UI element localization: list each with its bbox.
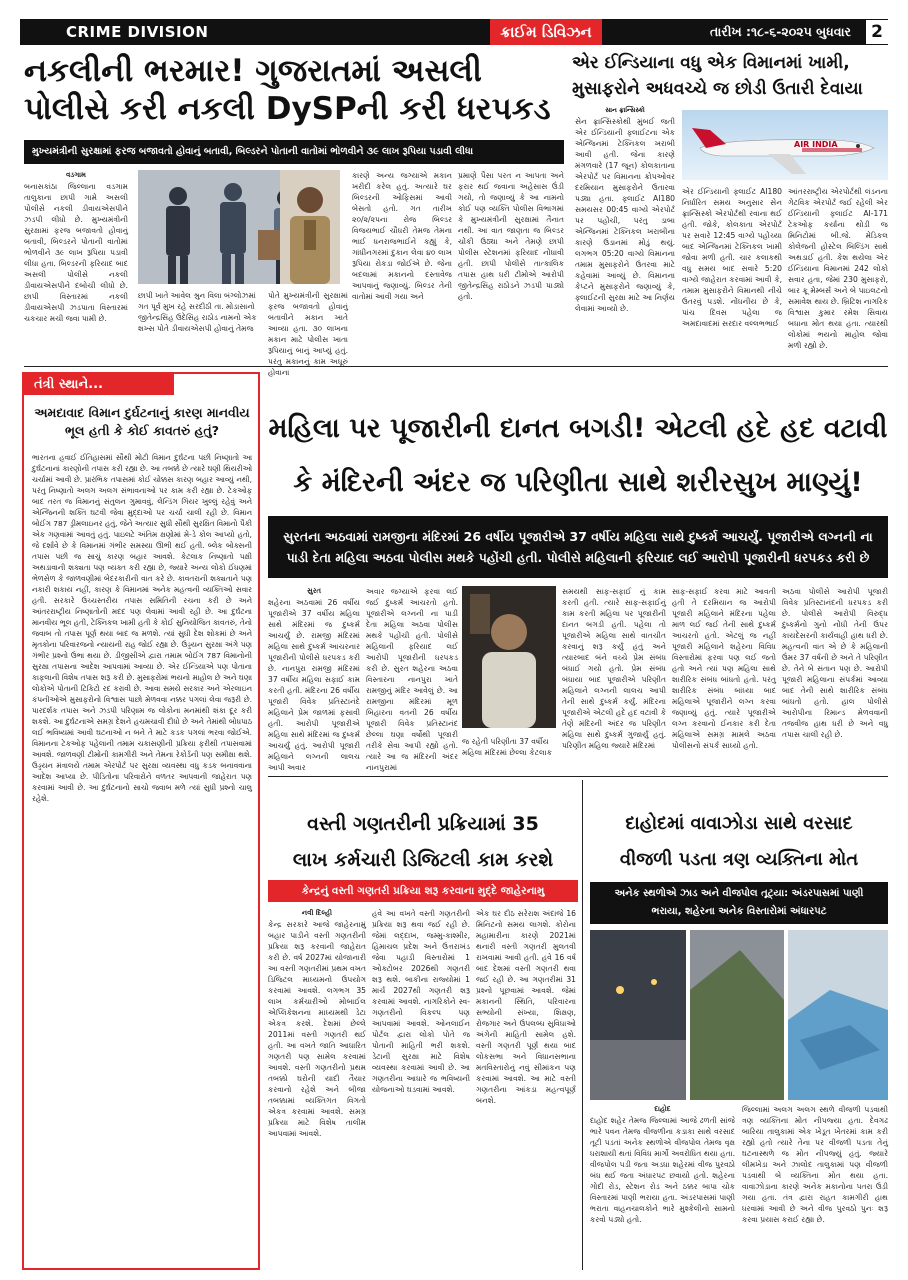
section-label-english: CRIME DIVISION <box>66 23 209 41</box>
story3-col4: સાફ-સફાઈ કરવા માટે આવતી હતી તે દરમિયાન જ આરોપી પૂજારી મહિલાને મંદિરના પહેલા માળ લઈ જઈ તેની સાથે દુષ્કર્મ આચરતો હતો. એટલું જ નહીં પૂજારી મહિલાને શહેરના વિવિધ વિસ્તારોમાં ફરવા પણ લઈ જતો હતો અને ત્યાં પણ મહિલા સાથે શારીરિક સંબંધ બાંધતો હતો. પરંતુ શારીરિક સંબંધ બાંધ્યા બાદ મહિલાએ પૂજારીને લગ્ન કરવા જણાવ્યું હતું. ત્યારે પૂજારીએ લગ્ન કરવાનો ઈનકાર કરી દેતા મહિલાએ સમગ્ર મામલે અઠવા પોલીસનો સંપર્ક સાધ્યો હતો. <box>672 587 776 750</box>
story1-officer-photo <box>280 170 340 284</box>
story5-subhead: અનેક સ્થળોએ ઝાડ અને વીજપોલ તૂટ્યા: અંડરપાસમાં પાણી ભરાયા, શહેરના અનેક વિસ્તારોમાં અંધારપટ <box>590 882 888 924</box>
story1-subhead: મુખ્યમંત્રીની સુરક્ષામાં ફરજ બજાવતો હોવાનું બતાવી, બિલ્ડરને પોતાની વાતોમાં ભોળવીને ૩૯ લાખ રૂપિયા પડાવી લીધા <box>24 140 564 164</box>
editorial-body: ભારતના હવાઈ ઈતિહાસમાં સૌથી મોટી વિમાન દુર્ઘટના પછી નિષ્ણાતો આ દુર્ઘટનાનાં કારણોની તપાસ કરી રહ્યા છે. આ તબક્કે છે ત્યારે ઘણી થિયરીઓ ચર્ચામાં આવી છે. પ્રારંભિક તપાસમાં કોઈ ચોક્કસ કારણ બહાર આવ્યું નથી, પરંતુ નિષ્ણાતો અલગ અલગ સંભાવનાઓ પર કામ કરી રહ્યા છે. ટેકઓફ બાદ તરત જ વિમાનનું સંતુલન ગુમાવવું, લેન્ડિંગ ગિયર ખુલ્લું રહેવું અને એન્જિનની શક્તિ ઘટવી જેવા મુદ્દાઓ પર ચર્ચા ચાલી રહી છે. વિમાન બોઈંગ 787 ડ્રીમલાઇનર હતું, જેને અત્યાર સુધી સૌથી સુરક્ષિત વિમાનો પૈકી એક ગણવામાં આવતું હતું. પાઇલટે અંતિમ ક્ષણોમાં મે-ડે કોલ આપ્યો હતો, જે દર્શાવે છે કે વિમાનમાં ગંભીર સમસ્યા ઊભી થઈ હતી. બ્લેક બોક્સની તપાસ પછી જ સાચું કારણ બહાર આવશે. કેટલાક નિષ્ણાતો પક્ષી અથડાવાની શક્યતા પણ વ્યક્ત કરી રહ્યા છે, જ્યારે અન્ય લોકો ઈંધણમાં ભેળસેળ કે જાળવણીમાં બેદરકારીની વાત કરે છે. કાવતરાની શક્યતાને પણ નકારી શકાય નહીં, કારણ કે વિમાનમાં અનેક મહત્વની વ્યક્તિઓ સવાર હતી. સરકારે ઉચ્ચસ્તરીય તપાસ સમિતિની રચના કરી છે અને આંતરરાષ્ટ્રીય નિષ્ણાતોની મદદ પણ લેવામાં આવી રહી છે. આ દુર્ઘટના માનવીય ભૂલ હતી, ટેક્નિકલ ખામી હતી કે કોઈ સુનિયોજિત કાવતરું, તેનો જવાબ તો તપાસ પૂર્ણ થયા બાદ જ મળશે. ત્યાં સુધી દેશ શોકમાં છે અને મૃતકોના પરિવારજનો ન્યાયની રાહ જોઈ રહ્યા છે. ઉડ્ડયન સુરક્ષા અંગે પણ ગંભીર પ્રશ્નો ઉભા થયા છે. ડીજીસીએ દ્વારા તમામ બોઈંગ 787 વિમાનોની સુરક્ષા તપાસના આદેશ આપવામાં આવ્યા છે. એર ઈન્ડિયાએ પણ પોતાના કાફલાની વિશેષ તપાસ શરૂ કરી છે. મુસાફરોમાં ભયનો માહોલ છે અને ઘણા લોકોએ પોતાની ટિકિટો રદ કરાવી છે. આવા સમયે સરકાર અને એરલાઇન કંપનીઓએ મુસાફરોનો વિશ્વાસ પાછો મેળવવા નક્કર પગલાં લેવા જરૂરી છે. પારદર્શક તપાસ અને ઝડપી પરિણામ જ લોકોના મનમાંથી શંકા દૂર કરી શકશે. આ દુર્ઘટનાએ સમગ્ર દેશને હચમચાવી દીધો છે અને તેમાંથી બોધપાઠ લઈ ભવિષ્યમાં આવી ઘટનાઓ ન બને તે માટે કડક પગલાં ભરવા જોઈએ. વિમાનના ટેકઓફ પહેલાની તમામ ચકાસણીની પ્રક્રિયા ફરીથી તપાસવામાં આવશે. જાળવણી ટીમોની કામગીરી અને તેમના રેકોર્ડની પણ સમીક્ષા થશે. ઉડ્ડયન મંત્રાલયે તમામ એરપોર્ટ પર સુરક્ષા વ્યવસ્થા વધુ કડક બનાવવાના આદેશ આપ્યા છે. પીડિતોના પરિવારોને વળતર આપવાની જાહેરાત પણ કરવામાં આવી છે. આ દુર્ઘટનાનો સાચો જવાબ મળે ત્યાં સુધી પ્રશ્નો ચાલુ રહેશે. <box>32 453 252 803</box>
story4-col2: હવે આ વખતે વસ્તી ગણતરીની પ્રક્રિયા શરૂ થવા જઈ રહી છે. જેમાં લદ્દાખ, જમ્મુ-કાશ્મીર, હિમાચલ પ્રદેશ અને ઉત્તરાખંડ જેવા પહાડી વિસ્તારોમાં 1 ઓક્ટોબર 2026થી ગણતરી શરૂ થશે. બાકીના રાજ્યોમાં 1 માર્ચ 2027થી ગણતરી શરૂ કરવામાં આવશે. નાગરિકોને સ્વ-ગણતરીનો વિકલ્પ પણ આપવામાં આવશે. ઓનલાઈન પોર્ટલ દ્વારા લોકો પોતે જ પોતાની માહિતી ભરી શકશે. ડેટાની સુરક્ષા માટે વિશેષ વ્યવસ્થા કરવામાં આવી છે. આ ગણતરીના આધારે જ ભવિષ્યની યોજનાઓ ઘડવામાં આવશે. <box>372 909 470 1094</box>
story5-col2: જિલ્લામાં અલગ અલગ સ્થળે વીજળી પડવાથી ત્રણ વ્યક્તિના મોત નીપજ્યા હતા. દેવગઢ બારિયા તાલુકામાં એક ખેડૂત ખેતરમાં કામ કરી રહ્યો હતો ત્યારે તેના પર વીજળી પડતા તેનું ઘટનાસ્થળે જ મોત નીપજ્યું હતું. જ્યારે લીમખેડા અને ઝાલોદ તાલુકામાં પણ વીજળી પડવાથી બે વ્યક્તિના મોત થયા હતા. વાવાઝોડાના કારણે અનેક મકાનોના પતરા ઉડી ગયા હતા. તંત્ર દ્વારા રાહત કામગીરી હાથ ધરવામાં આવી છે અને વીજ પુરવઠો પુનઃ શરૂ કરવા પ્રયાસ કરાઈ રહ્યા છે. <box>742 1105 888 1224</box>
story1-col3: પોતે મુખ્યમંત્રીની સુરક્ષામાં ફરજ બજાવતો હોવાનું બતાવીને મકાન ખાતે આવ્યા હતા. ૩૦ લાખના મકાન માટે પોલીસ ખાતા રૂપિયાનું બાનું આપ્યું હતું. પરંતુ મકાનનું કામ અધૂરું હોવાના <box>268 291 348 377</box>
story3-headline-line1: મહિલા પર પૂજારીની દાનત બગડી! એટલી હદે હદ વટાવી <box>268 413 888 444</box>
story1-col1-text: બનાસકાંઠા જિલ્લાના વડગામ તાલુકાના છાપી ગામે અસલી પોલીસે નકલી ડીવાયએસપીને ઝડપી લીધો છે. મુખ્યમંત્રીની સુરક્ષામાં ફરજ બજાવતો હોવાનું બતાવી, બિલ્ડરને પોતાની વાતોમાં ભોળવીને ૩૯ લાખ રૂપિયા પડાવી લીધા હતા. બિલ્ડરની ફરિયાદ બાદ અસલી પોલીસે નકલી ડીવાયએસપીને દબોચી લીધો છે. છાપી વિસ્તારમાં નકલી ડીવાયએસપી ઝડપાતા વિસ્તારમાં ચકચાર મચી જવા પામી છે. <box>24 182 128 323</box>
story3-col5: અઠવા પોલીસે આરોપી પૂજારી વિવેક પ્રતિસ્ટાનંદની ધરપકડ કરી છે. પોલીસે આરોપી વિરુદ્ધ દુષ્કર્મનો ગુનો નોંધી તેની ઉપર કાયદેસરની કાર્યવાહી હાથ ધરી છે. મહત્વની વાત એ છે કે મહિલાની ઉંમર 37 વર્ષની છે અને તે પરિણીત છે. તેને બે સંતાન પણ છે. આરોપી પૂજારી મહિલાના સંપર્કમાં આવ્યા બાદ તેની સાથે શારીરિક સંબંધ બાંધતો હતો. હાલ પોલીસે આરોપીના રિમાન્ડ મેળવવાની તજવીજ હાથ ધરી છે અને વધુ તપાસ ચાલી રહી છે. <box>782 587 888 739</box>
story4-col1-text: કેન્દ્ર સરકારે આજે જાહેરનામું બહાર પાડીને વસ્તી ગણતરીની પ્રક્રિયા શરૂ કરવાની જાહેરાત કરી છે. વર્ષ 2027માં યોજાનારી આ વસ્તી ગણતરીમાં પ્રથમ વખત ડિજિટલ માધ્યમનો ઉપયોગ કરવામાં આવશે. લગભગ 35 લાખ કર્મચારીઓ મોબાઈલ એપ્લિકેશનના માધ્યમથી ડેટા એકત્ર કરશે. દેશમાં છેલ્લે 2011માં વસ્તી ગણતરી થઈ હતી. આ વખતે જાતિ આધારિત ગણતરી પણ સામેલ કરવામાં આવશે. વસ્તી ગણતરીનો પ્રથમ તબક્કો ઘરોની યાદી તૈયાર કરવાનો રહેશે અને બીજા તબક્કામાં વ્યક્તિગત વિગતો એકત્ર કરવામાં આવશે. સમગ્ર પ્રક્રિયા માટે વિશેષ તાલીમ આપવામાં આવશે. <box>268 920 366 1138</box>
air-india-plane-image <box>682 110 888 180</box>
officer-portrait <box>280 170 340 284</box>
story4-dateline: નવી દિલ્હી <box>301 909 333 917</box>
story3-headline <box>268 402 888 510</box>
story1-headline <box>24 52 564 128</box>
story4-subhead: કેન્દ્રનું વસ્તી ગણતરી પ્રક્રિયા શરૂ કરવાના મુદ્દે જાહેરનામુ <box>268 880 578 902</box>
story3-photo <box>462 586 556 728</box>
story5-headline-line2: વીજળી પડતા ત્રણ વ્યક્તિના મોત <box>619 849 859 870</box>
story3-col3: સમયથી સાફ-સફાઈ નું કામ કરતી હતી. ત્યારે સાફ-સફાઈનું કામ કરતી મહિલા પર પૂજારીની દાનત બગડી હતી. પહેલા તો પૂજારીએ મહિલા સાથે વાતચીત કરવાનું શરૂ કર્યું હતું અને ત્યારબાદ બંને વચ્ચે પ્રેમ સંબંધ બંધાઈ ગયો હતો. પ્રેમ સંબંધ બંધાયા બાદ પૂજારીએ પરિણીત મહિલાને લગ્નની લાલચ આપી તેની સાથે દુષ્કર્મ કર્યું. મંદિરના પૂજારીએ એટલી હદે હદ વટાવી કે તેણે મંદિરની અંદર જ પરિણીત મહિલા સાથે દુષ્કર્મ ગુજાર્યું હતું. પરિણીત મહિલા જ્યારે મંદિરમાં <box>562 587 666 750</box>
story1-headline-line1: નકલીની ભરમાર! ગુજરાતમાં અસલી <box>24 53 482 89</box>
section-label-gujarati: ક્રાઈમ ડિવિઝન <box>490 19 602 45</box>
masthead-bar <box>20 19 888 45</box>
story3-dateline: સુરત <box>307 587 321 595</box>
page-number: 2 <box>866 20 888 44</box>
plane-livery-text: AIR INDIA <box>794 140 838 149</box>
editorial-headline: અમદાવાદ વિમાન દુર્ઘટનાનું કારણ માનવીય ભૂલ હતી કે કોઈ કાવતરું હતું? <box>34 405 250 438</box>
story5-col1-text: દાહોદ શહેર તેમજ જિલ્લામાં આજે ઢળતી સાંજે ભારે પવન તેમજ વીજળીના કડાકા સાથે વરસાદ તૂટી પડતાં અનેક સ્થળોએ વીજપોલ તેમજ વૃક્ષ ધરાશાયી થતાં વિવિધ માર્ગો અવરોધિત થયા હતા. વીજપોલ પડી જતા અડધા શહેરમાં વીજ પુરવઠો બંધ થઈ જતા અંધારપટ છવાયો હતો. શહેરના ગોદી રોડ, સ્ટેશન રોડ અને ઠક્કર બાપા ચોક વિસ્તારમાં પાણી ભરાયા હતા. અંડરપાસમાં પાણી ભરાતા વાહનચાલકોને ભારે મુશ્કેલીનો સામનો કરવો પડ્યો હતો. <box>590 1116 735 1224</box>
story4-col3: એક ઘર દીઠ સરેરાશ અંદાજે 16 મિનિટનો સમય લાગશે. કોરોના મહામારીના કારણે 2021માં થનારી વસ્તી ગણતરી મુલતવી રાખવામાં આવી હતી. હવે 16 વર્ષ બાદ દેશમાં વસ્તી ગણતરી થવા જઈ રહી છે. આ ગણતરીમાં 31 પ્રશ્નો પૂછવામાં આવશે. જેમાં મકાનની સ્થિતિ, પરિવારના સભ્યોની સંખ્યા, શિક્ષણ, રોજગાર અને ઉપલબ્ધ સુવિધાઓ અંગેની માહિતી સામેલ હશે. વસ્તી ગણતરી પૂર્ણ થયા બાદ લોકસભા અને વિધાનસભાના મતવિસ્તારોનું નવું સીમાંકન પણ કરવામાં આવશે. આ માટે વસ્તી ગણતરીના આંકડા મહત્વપૂર્ણ બનશે. <box>476 909 576 1105</box>
story4-headline-line2: લાખ કર્મચારી ડિજિટલી કામ કરશે <box>292 849 554 871</box>
story4-headline <box>268 806 578 878</box>
editorial-box <box>22 372 260 1270</box>
priest-photo <box>462 586 556 728</box>
story1-dateline: વડગામ <box>66 171 86 179</box>
story3-col1-text: શહેરના અઠવામાં 26 વર્ષીય પૂજારીએ 37 વર્ષીય મહિલા સાથે મંદિરમાં જ દુષ્કર્મ આચર્યું છે. રામજી મંદિરમાં મહિલા સાથે દુષ્કર્મ આચરનાર પૂજારીની પોલીસે ધરપકડ કરી છે. નાનપુરા રામજી મંદિરમાં 37 વર્ષીય મહિલા સફાઈ કામ કરતી હતી. મંદિરના 26 વર્ષીય પૂજારી વિવેક પ્રતિસ્ટાનંદે મહિલાને પ્રેમ જાળમાં ફસાવી હતી. આરોપી પૂજારીએ મહિલા સાથે મંદિરમાં જ દુષ્કર્મ આચર્યું હતું. આરોપી પૂજારી મહિલાને લગ્નની લાલચ આપી અવાર <box>268 598 360 772</box>
divider-vertical <box>582 780 583 1270</box>
story3-subhead: સુરતના અઠવામાં રામજીના મંદિરમાં 26 વર્ષીય પૂજારીએ 37 વર્ષીય મહિલા સાથે દુષ્કર્મ આચર્યું. પૂજારીએ લગ્નની ના પાડી દેતા મહિલા અઠવા પોલીસ મથકે પહોંચી હતી. પોલીસે મહિલાની ફરિયાદ લઈ આરોપી પૂજારીની ધરપકડ કરી છે <box>268 516 888 578</box>
story5-photo-collage <box>590 930 888 1100</box>
story2-col2: એર ઈન્ડિયાની ફ્લાઈટ AI180 નિર્ધારિત સમય અનુસાર સેન ફ્રાન્સિસ્કો એરપોર્ટથી રવાના થઈ હતી. જોકે, કોલકાતા એરપોર્ટ પર સવારે 12:45 વાગ્યે પહોંચ્યા બાદ એન્જિનમાં ટેક્નિકલ ખામી જોવા મળી હતી. ચાર કલાકથી વધુ સમય બાદ સવારે 5:20 વાગ્યે જાહેરાત કરવામાં આવી કે, તમામ મુસાફરોને વિમાનથી નીચે ઉતરવું પડશે. નોંધનીય છે કે, પાંચ દિવસ પહેલા જ અમદાવાદમાં સરદાર વલ્લભભાઈ <box>682 187 782 328</box>
story2-col3: આંતરરાષ્ટ્રીય એરપોર્ટથી લંડનના ગેટવિક એરપોર્ટ જઈ રહેલી એર ઈન્ડિયાની ફ્લાઈટ AI-171 ટેકઓફ કર્યાના થોડી જ મિનિટોમાં બી.જે. મેડિકલ કોલેજની હોસ્ટેલ બિલ્ડિંગ સાથે અથડાઈ હતી. કેશ થયેલા એર ઈન્ડિયાના વિમાનમાં 242 લોકો સવાર હતા, જેમાં 230 મુસાફરો, બાર ક્રૂ મેમ્બર્સ અને બે પાઇલટનો સમાવેશ થાય છે. બ્રિટિશ નાગરિક વિશ્વાસ કુમાર રમેશ સિવાય બધાના મોત થયા હતા. ત્યારથી લોકોમાં ભયનો માહોલ જોવા મળી રહ્યો છે. <box>788 187 888 350</box>
story3-col2: અવાર જગ્યાએ ફરવા લઈ જઈ દુષ્કર્મ આચરતો હતો. પૂજારીએ લગ્નની ના પાડી દેતા મહિલા અઠવા પોલીસ મથકે પહોંચી હતી. પોલીસે મહિલાની ફરિયાદ લઈ આરોપી પૂજારીની ધરપકડ કરી છે. સુરત શહેરના અઠવા વિસ્તારના નાનપુરા ખાતે રામજીનું મંદિર આવેલું છે. આ રામજીના મંદિરમાં મૂળ બિહારના વતની 26 વર્ષીય પૂજારી વિવેક પ્રતિસ્ટાનંદ છેલ્લા ઘણા વર્ષોથી પૂજારી તરીકે સેવા આપી રહ્યો હતો. ત્યારે આ જ મંદિરની અંદર નાનપુરામાં <box>366 587 458 772</box>
story1-col1 <box>24 170 128 358</box>
story1-col4: કારણે અન્ય જગ્યાએ મકાન ખરીદી કરેલ હતું. અત્યારે ઘર બિલ્ડરની ઓફિસમાં આવી બેસતો હતો. ગત તારીખ ૨૦/૨/૨૫ના રોજ બિલ્ડર વિજયભાઈ ચૌધરી તેમજ તેમના ભાઈ ધનરાજભાઈને કહ્યું કે, ગાંધીનગરમાં દુકાન લેવા ૪૦ લાખ રૂપિયા રોકડા જોઈએ છે. જેના બદલામાં મકાનનો દસ્તાવેજ આપવાનું જણાવ્યું. બિલ્ડર તેની વાતોમાં આવી ગયા અને <box>352 171 452 301</box>
divider-top <box>24 366 888 367</box>
story1-headline-line2: પોલીસે કરી નકલી DySPની કરી ધરપકડ <box>24 91 551 127</box>
story4-col1 <box>268 908 366 1270</box>
story5-headline-line1: દાહોદમાં વાવાઝોડા સાથે વરસાદ <box>625 813 853 834</box>
storm-photos <box>590 930 888 1100</box>
divider-middle <box>268 776 888 777</box>
story1-photo-caption: છાપી ખાતે આવેલ શ્રુન વિલા બંગ્લોઝમાં ગત પૂર્વ મુખ રહે સરદીઠી તા. મોડાસાનો જીતેન્દ્રસિંહ ઉદેસિંહ રાઠોડ નામનો એક શખ્સ પોતે ડીવાયએસપી હોવાનું તેમજ <box>138 291 257 333</box>
story2-dateline: સાન ફ્રાન્સિસ્કો <box>605 106 645 114</box>
story5-dateline: દાહોદ <box>654 1105 671 1113</box>
story5-headline <box>590 806 888 878</box>
story2-plane-photo <box>682 110 888 180</box>
editorial-tag: તંત્રી સ્થાને... <box>24 374 174 395</box>
story3-headline-line2: કે મંદિરની અંદર જ પરિણીતા સાથે શરીરસુખ માણ્યું! <box>293 467 863 498</box>
story2-col1: સેન ફ્રાન્સિસ્કોથી મુંબઈ જતી એર ઈન્ડિયાની ફ્લાઈટના એક એન્જિનમાં ટેક્નિકલ ખરાબી આવી હતી. જેના કારણે મંગળવારે (17 જૂન) કોલકાતાના એરપોર્ટ પર વિમાનના ક્રોપઓવર દરમિયાન મુસાફરોને ઉતારવા પડ્યા હતા. ફ્લાઈટ AI180 સમયસર 00:45 વાગ્યે એરપોર્ટ પર પહોંચી, પરંતુ ડાબા એન્જિનમાં ટેક્નિકલ ખરાબીના કારણે ઉડાનમાં મોડું થયું. લગભગ 05:20 વાગ્યે વિમાનના તમામ મુસાફરોને ઉતરવા માટે કહેવામાં આવ્યું છે. વિમાનના કેપ્ટને મુસાફરોને જણાવ્યું કે, ફ્લાઈટની સુરક્ષા માટે આ નિર્ણય લેવામાં આવ્યો છે. <box>575 117 675 313</box>
story4-headline-line1: વસ્તી ગણતરીની પ્રક્રિયામાં 35 <box>307 813 539 835</box>
story5-col1 <box>590 1104 735 1270</box>
issue-date: તારીખ :૧૮-૬-૨૦૨૫ બુધવાર <box>710 24 852 39</box>
story3-col1 <box>268 586 360 770</box>
story3-photo-caption: જ રહેતી પરિણીતા 37 વર્ષીય મહિલા મંદિરમાં છેલ્લા કેટલાક <box>462 737 552 757</box>
story1-col5: પ્રમાણે પૈસા પરત ન આપતા અને ફરાર થઈ જવાના અહેસાસ ઉંડી ગયો, તો જણાવ્યું કે આ નામનો કોઈ પણ વ્યક્તિ પોલીસ વિભાગમાં કે મુખ્યમંત્રીની સુરક્ષામાં તૈનાત નથી. આ વાત જાણતા જ બિલ્ડર ચોંકી ઉઠ્યા અને તેમણે છાપી પોલીસ સ્ટેશનમાં ફરિયાદ નોંધાવી હતી. છાપી પોલીસે તાત્કાલિક તપાસ હાથ ધરી ટીમોએ આરોપી જીતેન્દ્રસિંહ રાઠોડને ઝડપી પાડ્યો હતો. <box>458 171 564 301</box>
story2-headline: એર ઈન્ડિયાના વધુ એક વિમાનમાં ખામી, મુસાફરોને અધવચ્ચે જ છોડી ઉતારી દેવાયા <box>572 53 863 99</box>
